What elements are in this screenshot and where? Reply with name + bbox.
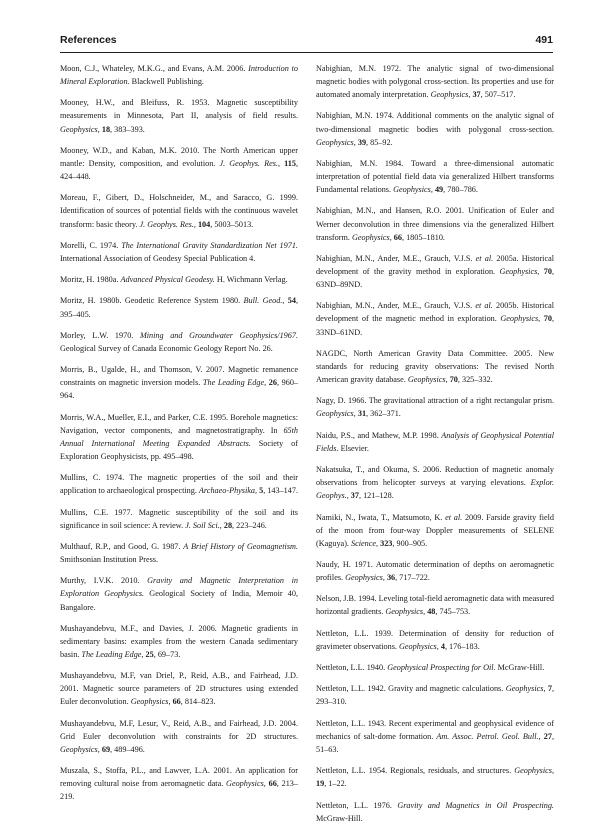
reference-entry <box>60 506 298 532</box>
reference-text: , <box>168 697 173 707</box>
reference-text: , <box>445 375 450 384</box>
reference-italic: The Leading Edge <box>202 378 265 388</box>
reference-volume: 323 <box>380 538 393 548</box>
reference-italic: Geophysics <box>407 375 446 384</box>
reference-text: , <box>193 219 198 229</box>
reference-text: 2009. Farside gravity field of the moon from four-way Doppler measurements of SELENE (Kaguya). <box>316 512 554 548</box>
reference-volume: 37 <box>472 90 481 100</box>
reference-text: Smithsonian Institution Press. <box>60 555 159 565</box>
reference-text: , <box>255 486 260 496</box>
reference-text: Elsevier. <box>338 443 369 453</box>
reference-text: Morelli, C. 1974. <box>60 240 122 250</box>
reference-volume: 27 <box>543 731 552 741</box>
reference-entry <box>60 191 298 230</box>
reference-volume: 66 <box>393 232 402 242</box>
reference-volume: 18 <box>101 124 111 134</box>
reference-volume: 31 <box>357 409 367 419</box>
reference-italic: Bull. Geod. <box>243 296 283 306</box>
reference-italic: et al. <box>475 301 493 311</box>
reference-entry <box>316 299 554 338</box>
reference-text: Morris, W.A., Mueller, E.I., and Parker, C.E. 1995. Borehole magnetics: Navigation, vector components, and magnetostratigraphy. In <box>60 412 298 435</box>
section-title: References <box>60 34 117 46</box>
reference-text: , <box>382 573 387 583</box>
reference-text: , <box>141 650 146 659</box>
reference-text: , 5003–5013. <box>210 219 254 229</box>
reference-volume: 48 <box>427 607 436 617</box>
reference-text: , <box>264 378 269 388</box>
reference-italic: Gravity and Magnetic Interpretation in Exploration Geophysics. <box>60 576 298 599</box>
reference-italic: Archaeo-Physika <box>198 486 255 496</box>
reference-entry <box>60 471 298 497</box>
reference-entry <box>316 429 554 455</box>
running-header <box>60 32 553 53</box>
reference-italic: Geophysics <box>60 124 98 134</box>
reference-entry <box>60 96 298 135</box>
reference-entry <box>316 62 554 101</box>
reference-italic: Geophysics <box>505 684 544 694</box>
reference-volume: 37 <box>350 491 359 501</box>
reference-italic: Geophysics <box>499 266 538 276</box>
reference-text: , <box>346 491 351 501</box>
reference-entry <box>60 411 298 463</box>
reference-text: , 717–722. <box>395 573 430 583</box>
reference-text: , <box>543 684 548 694</box>
reference-text: , <box>353 409 358 419</box>
reference-italic: et al. <box>475 253 494 263</box>
reference-italic: Advanced Physical Geodesy. <box>120 275 215 285</box>
reference-text: Geological Society of India, Memoir 40, Bangalore. <box>60 589 298 612</box>
reference-text: , 51–63. <box>316 731 554 754</box>
reference-italic: Geophysics <box>430 90 469 100</box>
reference-italic: J. Geophys. Res. <box>139 219 194 229</box>
reference-volume: 66 <box>172 697 181 707</box>
reference-text: Nabighian, M.N., Ander, M.E., Grauch, V.J.S. <box>316 253 476 263</box>
reference-text: , <box>219 520 224 530</box>
reference-entry <box>316 511 554 550</box>
reference-volume: 104 <box>197 219 211 229</box>
reference-entry <box>316 661 554 674</box>
reference-text: , <box>353 137 358 147</box>
reference-entry <box>316 394 554 420</box>
reference-text: Morley, L.W. 1970. <box>60 330 140 340</box>
reference-entry <box>60 622 298 661</box>
reference-text: , 745–753. <box>435 607 471 617</box>
reference-text: , <box>282 296 288 306</box>
reference-italic: Explor. Geophys. <box>316 478 554 501</box>
reference-text: 2005b. Historical development of the magnetic method in exploration. <box>316 301 554 324</box>
reference-italic: The International Gravity Standardization Net 1971. <box>121 240 298 250</box>
reference-text: Moritz, H. 1980a. <box>60 275 121 285</box>
reference-text: , <box>538 731 544 741</box>
reference-entry <box>60 294 298 320</box>
reference-text: NAGDC, North American Gravity Data Committee. 2005. New standards for reducing gravity observations: The revised North American gravity database. <box>316 348 554 384</box>
reference-italic: Geophysics <box>316 137 354 147</box>
reference-text: Mooney, H.W., and Bleifuss, R. 1953. Magnetic susceptibility measurements in Minnesota, Part II, analysis of field results. <box>60 98 298 121</box>
reference-text: , 900–905. <box>392 538 428 548</box>
reference-italic: J. Geophys. Res. <box>219 158 278 168</box>
reference-entry <box>316 347 554 386</box>
reference-text: , 424–448. <box>60 158 298 182</box>
reference-entry <box>316 682 554 708</box>
reference-entry <box>316 463 554 502</box>
reference-volume: 66 <box>268 779 277 789</box>
reference-italic: Geophysics <box>385 607 424 617</box>
reference-text: , 507–517. <box>480 90 516 100</box>
reference-text: , 1805–1810. <box>401 232 445 242</box>
reference-text: , <box>538 314 544 324</box>
reference-text: Multhauf, R.P., and Good, G. 1987. <box>60 541 184 551</box>
reference-text: Murthy, I.V.K. 2010. <box>60 576 148 586</box>
reference-entry <box>60 329 298 355</box>
reference-volume: 4 <box>440 641 445 651</box>
reference-text: Namiki, N., Iwata, T., Matsumoto, K. <box>316 512 446 522</box>
reference-text: Mushayandebvu, M.F, Lesur, V., Reid, A.B., and Fairhead, J.D. 2004. Grid Euler deconvolution with constraints for 2D structures. <box>60 718 298 741</box>
reference-italic: Geophysics <box>393 185 431 195</box>
reference-entry <box>316 717 554 756</box>
reference-entry <box>60 669 298 708</box>
reference-text: Nelson, J.B. 1994. Leveling total-field aeromagnetic data with measured horizontal gradients. <box>316 594 554 617</box>
reference-text: , <box>277 158 285 168</box>
reference-italic: A Brief History of Geomagnetism. <box>183 541 298 551</box>
reference-volume: 54 <box>287 296 296 306</box>
reference-entry <box>316 627 554 653</box>
reference-text: , 293–310. <box>316 684 555 707</box>
reference-text: Mullins, C.E. 1977. Magnetic susceptibility of the soil and its significance in soil science: A review. <box>60 507 298 530</box>
reference-text: Naudy, H. 1971. Automatic determination of depths on aeromagnetic profiles. <box>316 559 554 583</box>
reference-entry <box>316 764 554 790</box>
reference-text: Nabighian, M.N. 1984. Toward a three-dimensional automatic interpretation of potential field data via generalized Hilbert transforms Fundamental relations. <box>316 158 554 195</box>
reference-text: Mushayandebvu, M.F., and Davies, J. 2006. Magnetic gradients in sedimentary basins: examples from the western Canada sedimentary basin. <box>60 623 298 659</box>
reference-text: Naidu, P.S., and Mathew, M.P. 1998. <box>316 430 442 440</box>
reference-text: , 1–22. <box>324 779 347 789</box>
reference-entry <box>60 144 298 183</box>
reference-text: , 143–147. <box>263 486 298 496</box>
reference-text: , <box>537 266 544 276</box>
reference-italic: Science <box>351 538 377 548</box>
reference-text: , 960–964. <box>60 378 299 401</box>
reference-text: Nabighian, M.N. 1972. The analytic signal of two-dimensional magnetic bodies with polygonal cross-section. Its properties and use for automated anomaly interpretation. <box>316 64 554 100</box>
reference-text: McGraw-Hill. <box>316 813 363 823</box>
reference-text: Blackwell Publishing. <box>129 77 204 87</box>
reference-text: , 325–332. <box>457 375 493 384</box>
reference-text: Nakatsuka, T., and Okuma, S. 2006. Reduction of magnetic anomaly observations from helicopter surveys at varying elevations. <box>316 465 554 488</box>
reference-text: Mullins, C. 1974. The magnetic properties of the soil and their application to archaeological prospecting. <box>60 473 298 496</box>
reference-text: , 223–246. <box>232 520 267 530</box>
reference-text: Nettleton, L.L. 1942. Gravity and magnetic calculations. <box>316 684 506 694</box>
reference-text: , <box>436 641 441 651</box>
reference-text: , <box>430 185 435 195</box>
reference-italic: Am. Assoc. Petrol. Geol. Bull. <box>436 731 539 741</box>
reference-volume: 69 <box>101 744 111 754</box>
reference-text: , 176–183. <box>444 641 480 651</box>
reference-volume: 19 <box>316 779 325 789</box>
reference-column-left <box>60 62 298 812</box>
reference-entry <box>316 252 554 291</box>
reference-entry <box>60 273 298 286</box>
reference-entry <box>316 592 554 618</box>
reference-italic: et al. <box>445 512 463 522</box>
reference-text: , 489–496. <box>110 744 145 754</box>
reference-text: H. Wichmann Verlag. <box>214 275 288 285</box>
reference-italic: J. Soil Sci. <box>185 520 220 530</box>
reference-text: 2005a. Historical development of the gravity method in exploration. <box>316 253 554 276</box>
reference-text: Nabighian, M.N., and Hansen, R.O. 2001. Unification of Euler and Werner deconvolution in three dimensions via the generalized Hilbert transform. <box>316 206 554 242</box>
reference-italic: Analysis of Geophysical Potential Fields. <box>316 430 554 453</box>
reference-text: , 63ND–89ND. <box>316 266 554 290</box>
reference-entry <box>60 62 298 88</box>
reference-volume: 70 <box>543 314 552 324</box>
reference-text: , 33ND–61ND. <box>316 314 554 337</box>
reference-italic: Geophysics <box>345 573 383 583</box>
reference-text: Mushayandebvu, M.F, van Driel, P., Reid, A.B., and Fairhead, J.D. 2001. Magnetic source parameters of 2D structures using extended Euler deconvolution. <box>60 671 298 707</box>
reference-text: , 213–219. <box>60 779 298 802</box>
reference-text: , 814–823. <box>180 697 216 707</box>
reference-italic: Gravity and Magnetics in Oil Prospecting. <box>397 800 554 810</box>
reference-text: Nettleton, L.L. 1943. Recent experimental and geophysical evidence of mechanics of salt-dome formation. <box>316 718 554 741</box>
reference-entry <box>316 157 554 196</box>
reference-text: Nettleton, L.L. 1939. Determination of density for reduction of gravimeter observations. <box>316 628 554 651</box>
reference-italic: Geophysical Prospecting for Oil. <box>387 663 496 673</box>
reference-entry <box>316 109 554 148</box>
reference-italic: 65th Annual International Meeting Expanded Abstracts. <box>60 425 298 448</box>
reference-text: Moritz, H. 1980b. Geodetic Reference System 1980. <box>60 296 244 306</box>
reference-text: Nagy, D. 1966. The gravitational attraction of a right rectangular prism. <box>316 396 554 406</box>
reference-entry <box>60 574 298 613</box>
reference-volume: 36 <box>386 573 396 583</box>
reference-volume: 5 <box>259 486 264 496</box>
reference-volume: 39 <box>357 137 367 147</box>
reference-volume: 49 <box>434 185 444 195</box>
reference-volume: 70 <box>449 375 458 384</box>
reference-text: , 121–128. <box>358 491 394 501</box>
reference-volume: 115 <box>284 158 296 168</box>
reference-text: Morris, B., Ugalde, H., and Thomson, V. 2007. Magnetic remanence constraints on magnetic inversion models. <box>60 365 298 388</box>
reference-text: Muszala, S., Stoffa, P.L., and Lawver, L.A. 2001. An application for removing cultural noise from aeromagnetic data. <box>60 766 298 789</box>
reference-volume: 26 <box>268 378 277 388</box>
reference-text: Nabighian, M.N., Ander, M.E., Grauch, V.J.S. <box>316 301 476 311</box>
reference-text: International Association of Geodesy Special Publication 4. <box>60 253 256 263</box>
reference-entry <box>316 558 554 584</box>
reference-text: Moon, C.J., Whateley, M.K.G., and Evans, A.M. 2006. <box>60 64 249 73</box>
reference-entry <box>316 204 554 243</box>
reference-text: Nettleton, L.L. 1976. <box>316 800 398 810</box>
reference-italic: Geophysics <box>226 779 264 789</box>
reference-text: , 85–92. <box>366 137 393 147</box>
reference-text: Society of Exploration Geophysicists, pp. 495–498. <box>60 438 298 461</box>
reference-entry <box>60 540 298 566</box>
reference-italic: Geophysics <box>514 766 552 776</box>
reference-italic: Mining and Groundwater Geophysics/1967. <box>139 330 298 340</box>
reference-text: , <box>263 779 269 789</box>
reference-italic: Geophysics <box>500 314 539 324</box>
reference-entry <box>316 799 554 825</box>
reference-column-right <box>316 62 554 833</box>
reference-text: , <box>97 744 102 754</box>
reference-entry <box>60 239 298 265</box>
reference-text: Nettleton, L.L. 1954. Regionals, residuals, and structures. <box>316 766 515 776</box>
reference-italic: Geophysics <box>399 641 437 651</box>
reference-text: , 383–393. <box>110 124 145 134</box>
reference-volume: 7 <box>547 684 552 694</box>
reference-text: , 69–73. <box>153 650 181 659</box>
reference-text: Nettleton, L.L. 1940. <box>316 663 388 673</box>
reference-volume: 25 <box>145 650 154 659</box>
reference-italic: Geophysics <box>316 409 354 419</box>
reference-text: , <box>423 607 428 617</box>
reference-text: , <box>389 232 394 242</box>
reference-text: McGraw-Hill. <box>495 663 545 673</box>
reference-text: , 780–786. <box>443 185 478 195</box>
reference-text: , 395–405. <box>60 296 298 319</box>
reference-italic: Geophysics <box>60 744 98 754</box>
reference-text: Mooney, W.D., and Kaban, M.K. 2010. The North American upper mantle: Density, composition, and evolution. <box>60 145 298 168</box>
reference-italic: Geophysics <box>351 232 390 242</box>
reference-text: , <box>97 124 102 134</box>
reference-volume: 70 <box>543 266 552 276</box>
reference-entry <box>60 717 298 756</box>
reference-italic: Geophysics <box>130 697 169 707</box>
reference-text: Geological Survey of Canada Economic Geology Report No. 26. <box>60 343 273 353</box>
reference-entry <box>60 764 298 803</box>
page-number: 491 <box>535 34 553 46</box>
reference-text: , <box>468 90 473 100</box>
reference-italic: The Leading Edge <box>81 650 142 659</box>
reference-text: , 362–371. <box>366 409 401 419</box>
reference-text: , <box>551 766 554 776</box>
reference-text: Nabighian, M.N. 1974. Additional comments on the analytic signal of two-dimensional magnetic bodies with polygonal cross-section. <box>316 111 554 134</box>
reference-entry <box>60 363 298 402</box>
reference-italic: Introduction to Mineral Exploration. <box>60 64 298 87</box>
reference-text: Moreau, F., Gibert, D., Holschneider, M., and Saracco, G. 1999. Identification of sources of potential fields with the continuous wavelet transform: basic theory. <box>60 193 298 229</box>
reference-text: , <box>376 538 381 548</box>
reference-volume: 28 <box>223 520 233 530</box>
